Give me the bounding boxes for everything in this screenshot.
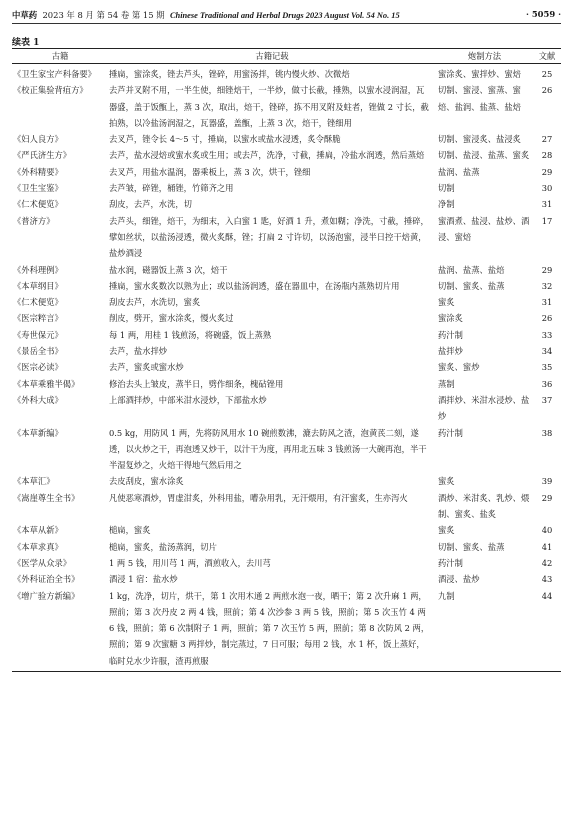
cell-book: 《外科理例》 xyxy=(13,264,63,275)
table-row xyxy=(12,262,561,278)
cell-ref: 31 xyxy=(541,297,553,308)
table-row xyxy=(12,555,561,571)
header-journal-info xyxy=(12,9,400,21)
cell-method: 盐润、盐蒸 xyxy=(438,166,480,177)
cell-ref: 35 xyxy=(541,362,553,373)
cell-method: 净制 xyxy=(438,199,455,210)
cell-ref: 39 xyxy=(541,476,553,487)
cell-book: 《妇人良方》 xyxy=(13,134,63,145)
cell-record: 捶扁，蜜水炙数次以熟为止；或以盐汤润透，盛在器皿中，在汤瓶内蒸熟切片用 xyxy=(109,280,400,291)
cell-book: 《卫生宝鉴》 xyxy=(13,183,63,194)
cell-record: 去芦，盐水拌炒 xyxy=(109,346,168,357)
cell-method: 蜜炙 xyxy=(438,476,455,487)
table-row xyxy=(12,588,561,672)
cell-book: 《寿世保元》 xyxy=(13,329,63,340)
cell-method: 切制、盐浸、盐蒸、蜜炙 xyxy=(438,150,530,161)
cell-method: 酒炒、米泔炙、乳炒、煨制、蜜炙、盐炙 xyxy=(438,492,530,520)
cell-book: 《医宗必读》 xyxy=(13,362,63,373)
running-header xyxy=(12,7,561,24)
table-row xyxy=(12,473,561,489)
cell-method: 蜜炙、蜜炒 xyxy=(438,362,480,373)
cell-method: 切制、蜜浸、蜜蒸、蜜焙、盐润、盐蒸、盐焙 xyxy=(438,85,521,112)
table-row xyxy=(12,196,561,212)
cell-record: 上部酒拌炒，中部米泔水浸炒，下部盐水炒 xyxy=(109,394,267,405)
cell-ref: 41 xyxy=(541,541,553,552)
cell-ref: 25 xyxy=(541,69,553,79)
cell-ref: 26 xyxy=(541,85,553,96)
table-row xyxy=(12,131,561,147)
header-method: 炮制方法 xyxy=(436,49,533,64)
table-title: 续表 1 xyxy=(12,38,40,48)
cell-record: 刮皮，去芦，水洗，切 xyxy=(109,199,192,210)
cell-ref: 43 xyxy=(541,574,553,585)
journal-name-en: Chinese Traditional and Herbal Drugs 2023 August Vol. 54 No. 15 xyxy=(169,11,400,20)
cell-record: 槌扁，蜜炙 xyxy=(109,525,151,536)
table-row xyxy=(12,278,561,294)
cell-book: 《本草纲目》 xyxy=(13,280,63,291)
cell-method: 蜜涂炙、蜜拌炒、蜜焙 xyxy=(438,69,521,79)
cell-book: 《本草求真》 xyxy=(13,541,63,552)
cell-method: 盐润、盐蒸、盐焙 xyxy=(438,264,505,275)
cell-ref: 17 xyxy=(541,215,553,226)
table-row xyxy=(12,180,561,196)
cell-ref: 30 xyxy=(541,183,553,194)
cell-record: 0.5 kg，用防风 1 两，先将防风用水 10 碗煎数沸，漉去防风之渣，泡黄芪二刻，遂透，以火炒之干，再泡透又炒干，以汁干为度，再用北五味 3 钱煎汤一大碗再泡，半干半湿复炒之，火焙干得地气然后用之 xyxy=(109,427,427,471)
table-body xyxy=(12,64,561,672)
cell-method: 切制、蜜炙、盐蒸 xyxy=(438,541,505,552)
cell-ref: 28 xyxy=(541,150,553,161)
cell-method: 九制 xyxy=(436,588,533,672)
cell-book: 《医学从众录》 xyxy=(13,557,72,568)
cell-record: 去叉芦，用盐水温润，器乘板上，蒸 3 次，烘干，锉细 xyxy=(109,166,311,177)
cell-method: 蜜炙 xyxy=(438,525,455,536)
cell-method: 酒浸、盐炒 xyxy=(438,574,480,585)
cell-record: 去皮刮皮，蜜水涂炙 xyxy=(109,476,184,487)
cell-record: 修治去头上皱皮，蒸半日，劈作细条，槐砧锉用 xyxy=(109,378,284,389)
cell-record: 去芦，盐水浸焙或蜜水炙或生用；或去芦，洗净，寸截，捶扁，冷盐水润透，然后蒸焙 xyxy=(109,150,425,161)
cell-book: 《外科证治全书》 xyxy=(13,574,80,585)
table-row xyxy=(12,213,561,262)
table-row xyxy=(12,522,561,538)
cell-method: 蜜炙 xyxy=(438,297,455,308)
cell-method: 药汁制 xyxy=(438,557,463,568)
cell-record: 刮皮去芦，水洗切，蜜炙 xyxy=(109,297,201,308)
cell-record: 每 1 两，用桂 1 钱煎汤，将碗盛，饭上蒸熟 xyxy=(109,329,272,340)
table-row xyxy=(12,64,561,83)
cell-book: 《仁术便览》 xyxy=(13,199,63,210)
cell-record: 捶扁，蜜涂炙，锉去芦头，锉碎，用蜜汤拌，铫内慢火炒、次微焙 xyxy=(109,69,350,79)
cell-method: 蒸制 xyxy=(438,378,455,389)
table-row xyxy=(12,147,561,163)
cell-method: 切制 xyxy=(438,183,455,194)
header-record: 古籍记载 xyxy=(108,49,436,64)
table-row xyxy=(12,490,561,523)
table-header xyxy=(12,49,561,64)
cell-record: 去芦并叉附不用，一半生使，细锉焙干，一半炒，做寸长截，捶熟，以蜜水浸润湿，瓦器盛，盖于饭甑上，蒸 3 次，取出，焙干，锉碎，拣不用叉附及蛀者，锉做 2 寸长，截拍熟，以冷盐汤润湿之，瓦器盛，盖甑，上蒸 3 次，焙干，锉细用 xyxy=(109,85,429,128)
table-row xyxy=(12,82,561,131)
table-row xyxy=(12,294,561,310)
header-row xyxy=(12,49,561,64)
header-book: 古籍 xyxy=(12,49,108,64)
cell-record: 去叉芦，锉令长 4～5 寸，捶扁，以蜜水或盐水浸透，炙令酥脆 xyxy=(109,134,341,145)
cell-method: 蜜涂炙 xyxy=(438,313,463,324)
cell-book: 《校正集验背疽方》 xyxy=(13,85,88,96)
cell-book: 《本草乘雅半偈》 xyxy=(13,378,80,389)
table-row xyxy=(12,310,561,326)
cell-book: 《外科大成》 xyxy=(13,394,63,405)
cell-book: 《外科精要》 xyxy=(13,166,63,177)
cell-ref: 38 xyxy=(541,427,553,438)
cell-record: 凡使恶寒酒炒，胃虚泔炙，外科用盐，嘈杂用乳，无汗煨用，有汗蜜炙，生亦泻火 xyxy=(109,492,408,503)
cell-record: 去芦头，细锉，焙干，为细末，入白蜜 1 匙，好酒 1 升，煮如糊；净洗，寸截，捶碎，擘如丝状，以盐汤浸透，微火炙酥，锉；打扁 2 寸许切，以汤泡蜜，浸半日控干焙黄，盐炒酒浸 xyxy=(109,215,429,259)
cell-book: 《本草新编》 xyxy=(13,427,63,438)
cell-ref: 44 xyxy=(533,588,561,672)
table-row xyxy=(12,164,561,180)
cell-record: 去芦皱，碎锉，桶锉，竹筛齐之用 xyxy=(109,183,234,194)
cell-ref: 29 xyxy=(541,492,553,503)
cell-book: 《嵩崖尊生全书》 xyxy=(13,492,80,503)
cell-book: 《卫生家宝产科备要》 xyxy=(13,69,96,79)
cell-method: 蜜酒煮、盐浸、盐炒、酒浸、蜜焙 xyxy=(438,215,530,242)
cell-record: 酒浸 1 宿：盐水炒 xyxy=(109,574,178,585)
cell-method: 药汁制 xyxy=(438,427,463,438)
cell-record: 1 kg，洗净，切片，烘干，第 1 次用木通 2 两煎水泡一夜，晒干；第 2 次升麻 1 两，照前；第 3 次丹皮 2 两 4 钱，照前；第 4 次沙参 3 两 5 钱，照前；第 5 次玉竹 4 两 6 钱，照前；第 6 次制附子 1 两，照前；第 7 次玉竹 5 两，照前；第 8 次防风 2 两，照前；第 9 次蜜糖 3 两拌炒，制完蒸过，7 日可服；每用 2 钱，水 1 杯，饭上蒸好，临时兑水少许服，渣再煎服 xyxy=(108,588,436,672)
cell-ref: 42 xyxy=(541,557,553,568)
table-row xyxy=(12,327,561,343)
cell-ref: 31 xyxy=(541,199,553,210)
cell-record: 槌扁，蜜炙，盐汤蒸润，切片 xyxy=(109,541,217,552)
cell-ref: 26 xyxy=(541,313,553,324)
cell-book: 《严氏济生方》 xyxy=(13,150,72,161)
cell-ref: 27 xyxy=(541,134,553,145)
cell-record: 削皮，劈开，蜜水涂炙，慢火炙过 xyxy=(109,313,234,324)
header-ref: 文献 xyxy=(533,49,561,64)
cell-method: 切制、蜜浸炙、盐浸炙 xyxy=(438,134,521,145)
cell-ref: 34 xyxy=(541,346,553,357)
table-row xyxy=(12,376,561,392)
table-row xyxy=(12,343,561,359)
cell-method: 药汁制 xyxy=(438,329,463,340)
journal-name-cn: 中草药 xyxy=(12,10,38,20)
table-row xyxy=(12,359,561,375)
table-row xyxy=(12,539,561,555)
cell-book: 《增广验方新编》 xyxy=(12,588,108,672)
page-number: · 5059 · xyxy=(526,9,561,19)
cell-record: 盐水润，磁器饭上蒸 3 次，焙干 xyxy=(109,264,228,275)
cell-ref: 33 xyxy=(541,329,553,340)
cell-book: 《仁术便览》 xyxy=(13,297,63,308)
cell-ref: 40 xyxy=(541,525,553,536)
table-row xyxy=(12,571,561,587)
table-row xyxy=(12,392,561,425)
cell-ref: 29 xyxy=(541,264,553,275)
cell-ref: 36 xyxy=(541,378,553,389)
cell-method: 酒拌炒、米泔水浸炒、盐炒 xyxy=(438,394,530,422)
cell-book: 《医宗粹言》 xyxy=(13,313,63,324)
cell-ref: 29 xyxy=(541,166,553,177)
cell-book: 《普济方》 xyxy=(13,215,55,226)
cell-book: 《本草从新》 xyxy=(13,525,63,536)
cell-book: 《景岳全书》 xyxy=(13,346,63,357)
cell-ref: 32 xyxy=(541,280,553,291)
cell-record: 去芦，蜜炙或蜜水炒 xyxy=(109,362,184,373)
issue-info-cn: 2023 年 8 月 第 54 卷 第 15 期 xyxy=(42,10,165,20)
cell-ref: 37 xyxy=(541,394,553,405)
cell-method: 切制、蜜炙、盐蒸 xyxy=(438,280,505,291)
processing-methods-table xyxy=(12,48,561,672)
cell-book: 《本草汇》 xyxy=(13,476,55,487)
cell-record: 1 两 5 钱，用川芎 1 两，酒煎收入，去川芎 xyxy=(109,557,271,568)
table-row xyxy=(12,425,561,474)
cell-method: 盐拌炒 xyxy=(438,346,463,357)
